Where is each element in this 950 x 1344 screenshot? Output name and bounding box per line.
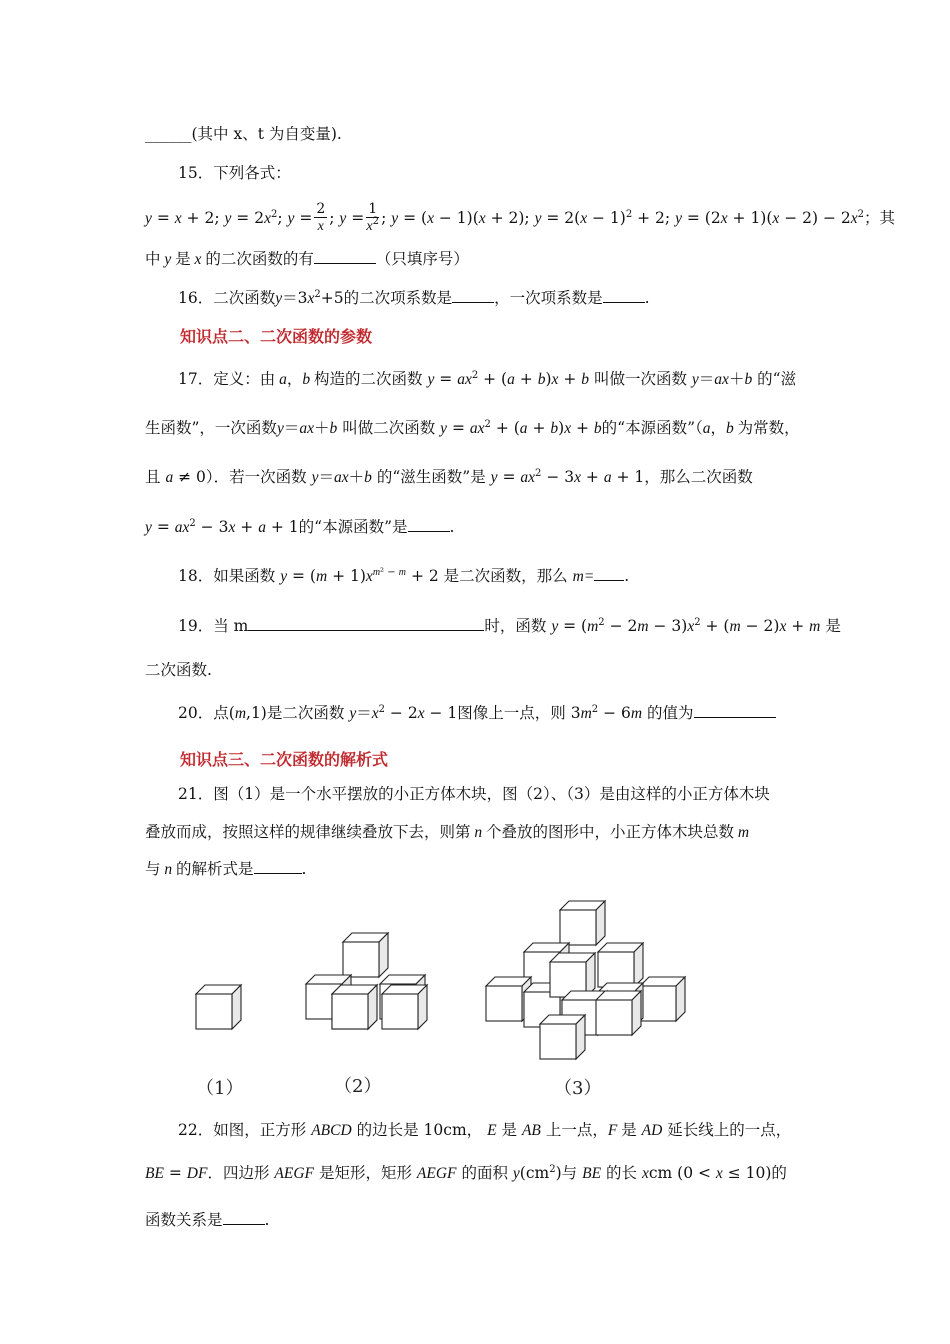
q21-line1 [178, 784, 770, 804]
q15-header [178, 163, 291, 183]
q22-g: 延长线上的一点， [667, 1121, 792, 1139]
q17-b: 构造的二次函数 [314, 370, 423, 388]
q17-c: 叫做一次函数 [593, 370, 687, 388]
q16-number: 16． [178, 289, 214, 307]
q15-text-main: 的二次函数的有 [205, 250, 314, 268]
q19-line2: 二次函数. [145, 661, 212, 679]
q22-line1: 22．如图，正方形 ABCD 的边长是 10cm， E 是 AB 上一点，F 是 AD 延长线上的一点， [178, 1121, 792, 1139]
q20-b: 是二次函数 [266, 704, 345, 722]
q17-a: 定义：由 [213, 370, 276, 388]
q22-d: 是 [501, 1121, 518, 1139]
q20-blank[interactable] [694, 703, 776, 718]
q21-blank[interactable] [254, 859, 302, 874]
q20: 20．点(m,1)是二次函数 $y=x^2 - 2x - 1$图像上一点，则 $3m^2 - 6m$ 的值为 [178, 703, 776, 724]
figure-label-2: （2） [334, 1076, 382, 1097]
q17-h: 为常数， [737, 419, 800, 437]
q22-a: 如图，正方形 [213, 1121, 307, 1139]
q15-suffix: ；其 [864, 209, 896, 227]
q17-line2: 生函数”，一次函数y＝ax＋b 叫做二次函数 $y = ax^2 + (a + b)x + b$的“本源函数”（a，b 为常数， [145, 419, 800, 437]
q21-line3b: 的解析式是 [176, 860, 254, 878]
q22-blank[interactable] [223, 1210, 265, 1225]
q22-n: 函数关系是 [145, 1211, 223, 1229]
q20-d: 的值为 [647, 704, 694, 722]
q17-end: . [449, 518, 455, 536]
q18-b: 是二次函数，那么 [443, 567, 568, 585]
q15-text-shi: 是 [175, 250, 191, 268]
q22-m: 的 [771, 1164, 787, 1182]
q17-i: 且 [145, 468, 161, 486]
q17-line1: 17．定义：由 a，b 构造的二次函数 $y = ax^2 + (a + b)x + b$ 叫做一次函数 y＝ax＋b 的“滋 [178, 370, 797, 388]
cube-figure [180, 895, 700, 1079]
q21-line3: 与 n 的解析式是 . [145, 860, 307, 878]
q20-a: 点 [213, 704, 229, 722]
q16-text-c: ，一次项系数是 [494, 289, 603, 307]
q16-end: . [644, 289, 650, 307]
q22-l: 的长 [606, 1164, 638, 1182]
q15-line3: 中 y 是 x 的二次函数的有 （只填序号） [145, 250, 469, 268]
q21-line3a: 与 [145, 860, 161, 878]
q17-k: 的“滋生函数”是 [376, 468, 486, 486]
q21-end: . [301, 860, 307, 878]
q20-c: 图像上一点，则 [457, 704, 566, 722]
q18-number: 18． [178, 567, 214, 585]
q17-line4: $y = ax^2 - 3x + a + 1$的“本源函数”是 . [145, 518, 455, 536]
q18-end: . [624, 567, 630, 585]
q17-j: ）．若一次函数 [205, 468, 307, 486]
q17-f: 叫做二次函数 [342, 419, 436, 437]
q15-formulas: y = x + 2; $y = 2x^2$; y = $\frac{2}{x}$ ; y = $\frac{1}{x^2}$ ; y = (x − 1)(x + 2); $y = 2(x - 1)^2 + 2$; $y = (2x + 1)(x - 2) - 2x^2$ ；其 [145, 201, 896, 234]
q18-c: m= [572, 568, 595, 585]
q17-l: ，那么二次函数 [644, 468, 753, 486]
q16: 16．二次函数$y=3x^2+5$的二次项系数是 ，一次项系数是 . [178, 289, 650, 307]
q17-d: 的“滋 [757, 370, 797, 388]
q15-text: 下列各式： [213, 164, 291, 182]
q22-j: 的面积 [461, 1164, 508, 1182]
q21-number: 21． [178, 785, 214, 803]
q18-a: 如果函数 [213, 567, 276, 585]
q15-text-note: （只填序号） [375, 250, 469, 268]
figure-label-1: （1） [196, 1078, 244, 1099]
q16-text-b: 的二次项系数是 [343, 289, 453, 307]
q19-blank[interactable] [248, 616, 484, 631]
q22-k: 与 [561, 1164, 578, 1182]
q16-blank-2[interactable] [603, 288, 645, 303]
q22-c: ， [466, 1121, 483, 1139]
cube-stack-1 [196, 985, 241, 1029]
q19-line1: 19．当 m 时，函数 $y = (m^2 - 2m - 3)x^2 + (m - 2)x + m$ 是 [178, 617, 841, 635]
q19-b: 时，函数 [484, 617, 547, 635]
figure-label-3: （3） [554, 1078, 602, 1099]
q14-tail: ______(其中 x、t 为自变量). [145, 125, 342, 143]
q22-number: 22． [178, 1121, 214, 1139]
q16-blank-1[interactable] [452, 288, 494, 303]
q19-number: 19． [178, 617, 214, 635]
q22-f: 是 [621, 1121, 637, 1139]
section-heading-3: 知识点三、二次函数的解析式 [180, 750, 389, 769]
cube-stack-3 [486, 901, 685, 1059]
q15-text-zhong: 中 [145, 250, 161, 268]
q19-a: 当 m [213, 617, 249, 635]
q19-c: 是 [825, 617, 841, 635]
q18-blank[interactable] [594, 566, 624, 581]
cube-figure-svg [180, 895, 700, 1075]
q22-end: . [264, 1211, 270, 1229]
q21-line1-text: 图（1）是一个水平摆放的小正方体木块，图（2）、（3）是由这样的小正方体木块 [213, 785, 770, 803]
q17-blank[interactable] [408, 517, 450, 532]
q18: 18．如果函数 $y = (m + 1)x^{m^2 - m} + 2$ 是二次函数，那么 m= . [178, 567, 630, 585]
q22-line3 [145, 1210, 269, 1230]
q17-e: 生函数”，一次函数 [145, 419, 277, 437]
q15-answer-blank[interactable] [314, 249, 376, 264]
q17-line3: 且 a ≠ 0）．若一次函数 y＝ax＋b 的“滋生函数”是 $y = ax^2 - 3x + a + 1$，那么二次函数 [145, 468, 753, 486]
q16-text-a: 二次函数 [213, 289, 276, 307]
q21-line2: 叠放而成，按照这样的规律继续叠放下去，则第 n 个叠放的图形中，小正方体木块总数 m [145, 823, 750, 841]
q17-m: 的“本源函数”是 [298, 518, 408, 536]
q17-number: 17． [178, 370, 214, 388]
q22-h: ．四边形 [207, 1164, 270, 1182]
q20-number: 20． [178, 704, 214, 722]
q22-e: 上一点， [545, 1121, 608, 1139]
q17-g: 的“本源函数”（ [601, 419, 703, 437]
q21-line2b: 个叠放的图形中，小正方体木块总数 [486, 823, 735, 841]
q22-b: 的边长是 [356, 1121, 419, 1139]
q22-line2: BE = DF．四边形 AEGF 是矩形，矩形 AEGF 的面积 $y(cm^2)$与 BE 的长 xcm (0 < x ≤ 10)的 [145, 1164, 787, 1182]
q21-line2a: 叠放而成，按照这样的规律继续叠放下去，则第 [145, 823, 471, 841]
q15-number: 15． [178, 164, 214, 182]
section-heading-2: 知识点二、二次函数的参数 [180, 327, 373, 346]
q22-i: 是矩形，矩形 [318, 1164, 412, 1182]
cube-stack-2 [306, 933, 427, 1029]
